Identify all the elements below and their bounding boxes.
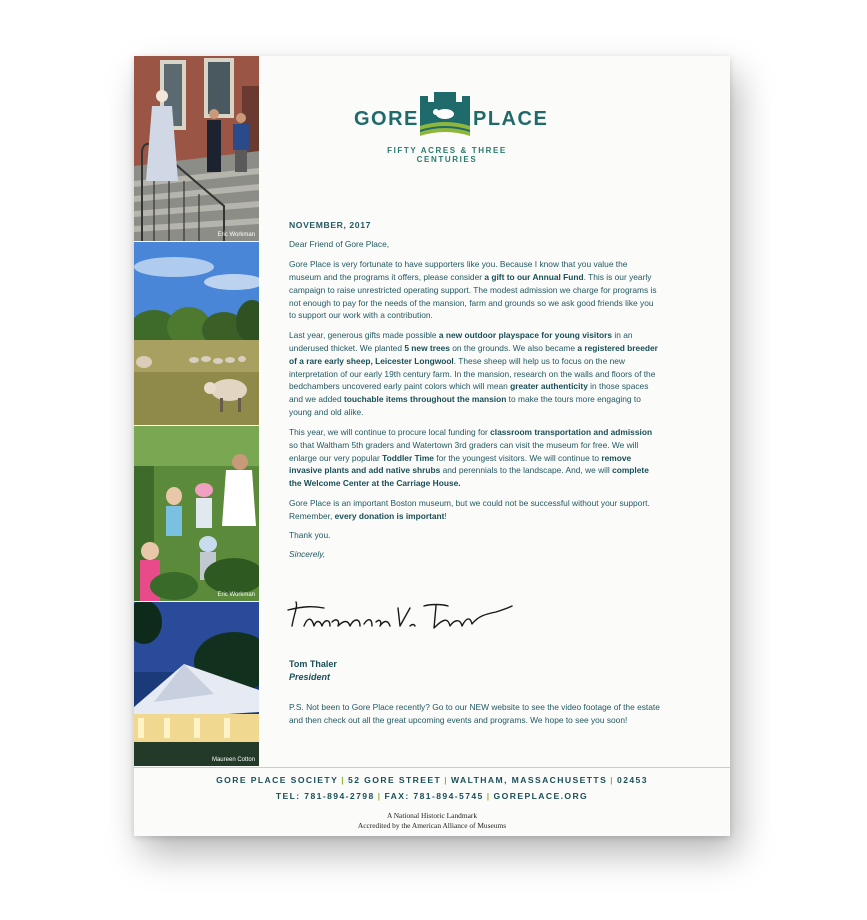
highlighted-text: 5 new trees (404, 342, 450, 353)
highlighted-text: a new outdoor playspace for young visitors (438, 329, 613, 340)
salutation: Dear Friend of Gore Place, (289, 239, 390, 250)
footer-contact (134, 791, 730, 801)
footer-sep: | (444, 775, 448, 785)
paragraph-last-year (289, 329, 661, 419)
footer-sep: | (341, 775, 346, 785)
footer-zip: 02453 (617, 775, 648, 785)
text-run: This year, we will continue to procure local funding for (289, 426, 491, 437)
footer-society: GORE PLACE SOCIETY (216, 775, 339, 785)
highlighted-text: a registered breeder of a rare early sheep, Leicester Longwool (289, 342, 658, 366)
highlighted-text: touchable items throughout the mansion (343, 394, 507, 405)
highlighted-text: a gift to our Annual Fund (484, 271, 584, 282)
footer-tel: TEL: 781-894-2798 (275, 791, 375, 801)
logo-word-gore: GORE (354, 108, 419, 130)
photo-credit: Maureen Cotton (211, 757, 255, 763)
logo-word-place: PLACE (473, 108, 549, 130)
footer-street: 52 GORE STREET (348, 775, 442, 785)
photo-credit: Eric Workman (217, 592, 255, 598)
text-run: for the youngest visitors. We will continue to (433, 452, 602, 463)
paragraph-annual-fund (289, 258, 661, 323)
signer-name: Tom Thaler (289, 659, 337, 669)
text-run: to make the tours more engaging to young and old alike. (289, 394, 641, 418)
text-run: in those spaces and we added (289, 381, 649, 405)
footer-accredited: Accredited by the American Alliance of Museums (357, 821, 507, 830)
highlighted-text: Toddler Time (382, 452, 434, 463)
mansion-sheep-icon (420, 92, 470, 140)
letter-page (134, 56, 730, 836)
footer-sep: | (610, 775, 615, 785)
letter-body (289, 219, 661, 568)
photo-credit: Eric Workman (217, 232, 255, 238)
text-run: and perennials to the landscape. And, we will (440, 465, 613, 476)
footer-website: GOREPLACE.ORG (493, 791, 589, 801)
letter-date: NOVEMBER, 2017 (289, 220, 371, 230)
text-run: on the grounds. We also became (449, 342, 578, 353)
footer-landmark: A National Historic Landmark (386, 811, 478, 820)
thank-you: Thank you. (289, 530, 331, 541)
highlighted-text: complete the Welcome Center at the Carriage House. (289, 465, 649, 489)
footer-fax: FAX: 781-894-5745 (384, 791, 484, 801)
text-run: . This is our yearly campaign to raise unrestricted operating support. The modest admission we charge for programs is not enough to pay for the needs of the mansion, farm and grounds so we ask good friends like you to support our work with a contribution. (289, 271, 657, 321)
photo-children-garden (134, 426, 259, 601)
footer-sep: | (486, 791, 491, 801)
text-run: . These sheep will help us to focus on the new interpretation of our early 19th century farm. In the mansion, research on the walls and floors of the bedchambers uncovered early paint colors which will mean (289, 355, 656, 392)
text-run: so that Waltham 5th graders and Watertown 3rd graders can visit the museum for free. We will enlarge our very popular (289, 439, 639, 463)
postscript: P.S. Not been to Gore Place recently? Go to our NEW website to see the video footage of the estate and then check out all the great upcoming events and programs. We hope to see you soon! (289, 702, 660, 725)
photo-sheep-pasture (134, 242, 259, 425)
logo-tagline: FIFTY ACRES & THREE CENTURIES (387, 146, 507, 164)
paragraph-support (289, 497, 661, 523)
photo-mansion-steps (134, 56, 259, 241)
signer-title: President (289, 672, 331, 682)
footer-sep: | (377, 791, 382, 801)
photo-event-tent (134, 602, 259, 766)
footer-city: WALTHAM, MASSACHUSETTS (451, 775, 608, 785)
footer-address (134, 775, 730, 785)
paragraph-this-year (289, 426, 661, 491)
text-run: ! (444, 510, 447, 521)
closing: Sincerely, (289, 549, 326, 560)
photo-column (134, 56, 259, 766)
footer-divider (134, 767, 730, 768)
highlighted-text: remove invasive plants and add native shrubs (289, 452, 632, 476)
handwritten-signature (284, 596, 514, 644)
text-run: Gore Place is an important Boston museum, but we could not be successful without your support. Remember, (289, 497, 650, 521)
highlighted-text: greater authenticity (510, 381, 588, 392)
signer-block (289, 658, 337, 684)
footer-credentials (134, 811, 730, 831)
highlighted-text: classroom transportation and admission (490, 426, 653, 437)
text-run: Last year, generous gifts made possible (289, 329, 439, 340)
text-run: Gore Place is very fortunate to have supporters like you. Because I know that you value the museum and the programs it offers, please consider (289, 258, 628, 282)
highlighted-text: every donation is important (334, 510, 445, 521)
text-run: in an underused thicket. We planted (289, 329, 633, 353)
